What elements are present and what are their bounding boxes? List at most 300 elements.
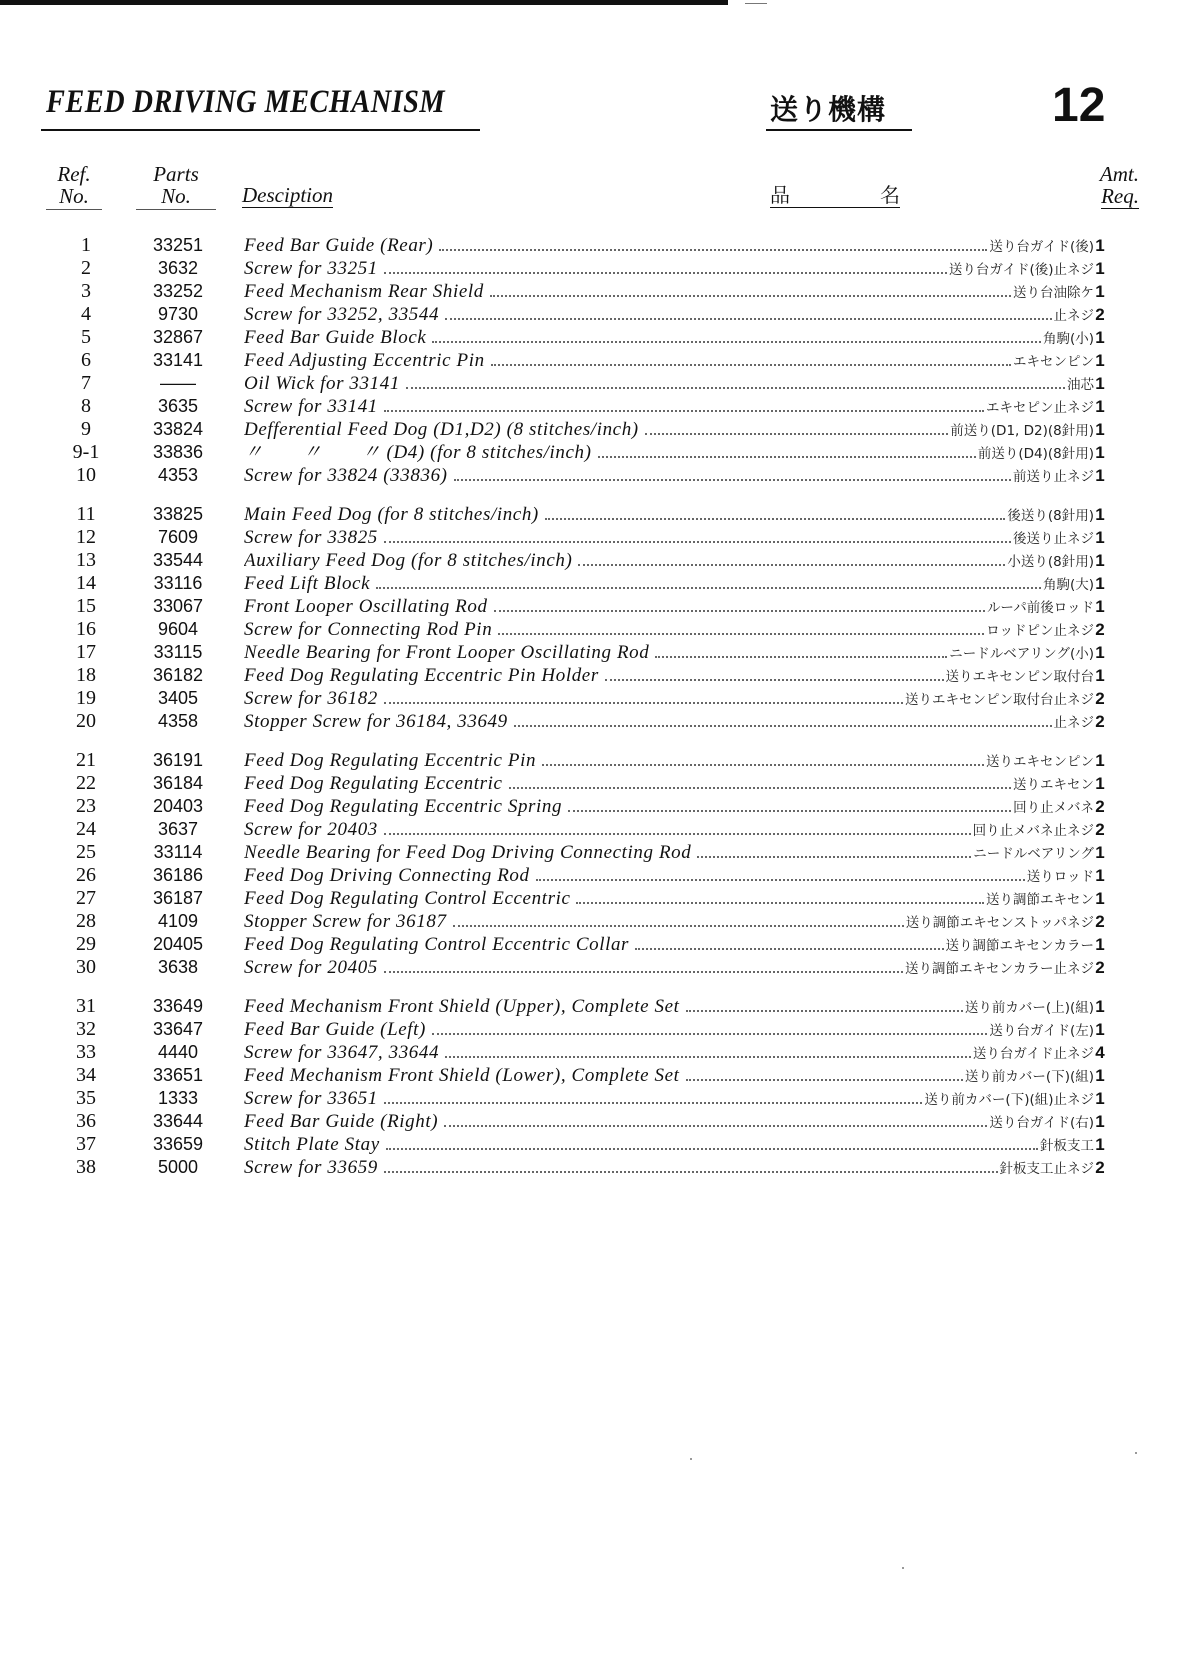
- part-number: 4353: [157, 465, 199, 485]
- description-japanese: 送りエキセンピン取付台止ネジ: [905, 692, 1094, 708]
- part-row: [0, 664, 1186, 687]
- amount-required: 1: [1095, 1135, 1105, 1154]
- part-number: 33644: [152, 1111, 204, 1131]
- description-cell: [244, 1133, 1094, 1158]
- description-cell: [244, 933, 1094, 958]
- amount-required: 2: [1095, 958, 1105, 977]
- description-japanese: ルーパ前後ロッド: [986, 600, 1094, 616]
- column-header-amt-line1: Amt.: [1099, 162, 1139, 186]
- part-number: 20405: [152, 934, 204, 954]
- part-number: 33251: [152, 235, 204, 255]
- description-english: Oil Wick for 33141: [244, 373, 400, 394]
- description-english: Feed Dog Regulating Eccentric Spring: [244, 796, 563, 817]
- amount-required: 1: [1095, 866, 1105, 885]
- description-cell: [244, 795, 1094, 820]
- leader-dots: [384, 272, 947, 274]
- description-cell: [244, 956, 1094, 981]
- part-number: 33825: [152, 504, 204, 524]
- description-english: Feed Dog Regulating Eccentric: [244, 773, 503, 794]
- column-header-parts-no: [136, 163, 216, 207]
- part-number: 9730: [157, 304, 199, 324]
- description-english: Feed Dog Regulating Control Eccentric Collar: [244, 934, 630, 955]
- part-number: 4358: [157, 711, 199, 731]
- amount-required: 1: [1095, 751, 1105, 770]
- ref-number: 30: [76, 956, 96, 978]
- title-underline-english: [41, 129, 480, 131]
- leader-dots: [491, 364, 1011, 366]
- description-cell: [244, 887, 1094, 912]
- part-row: [0, 1064, 1186, 1087]
- ref-number: 37: [76, 1133, 96, 1155]
- part-row: [0, 618, 1186, 641]
- amount-required: 1: [1095, 997, 1105, 1016]
- part-number: 33647: [152, 1019, 204, 1039]
- leader-dots: [490, 295, 1011, 297]
- part-row: [0, 503, 1186, 526]
- amount-required: 1: [1095, 1020, 1105, 1039]
- description-english: Screw for 33824 (33836): [244, 465, 448, 486]
- description-japanese: 針板支工: [1040, 1138, 1094, 1154]
- amount-required: 1: [1095, 889, 1105, 908]
- amount-required: 4: [1095, 1043, 1105, 1062]
- leader-dots: [384, 1171, 998, 1173]
- column-header-ref-underline: [46, 209, 102, 210]
- description-japanese: 後送り止ネジ: [1013, 531, 1094, 547]
- description-cell: [244, 326, 1094, 351]
- leader-dots: [439, 249, 987, 251]
- part-number: 33116: [153, 573, 203, 593]
- description-english: Feed Mechanism Rear Shield: [244, 281, 484, 302]
- description-english: Feed Mechanism Front Shield (Lower), Complete Set: [244, 1065, 680, 1086]
- part-number: 5000: [157, 1157, 199, 1177]
- leader-dots: [578, 564, 1005, 566]
- leader-dots: [453, 925, 904, 927]
- ref-number: 24: [76, 818, 96, 840]
- leader-dots: [542, 764, 984, 766]
- description-cell: [244, 1156, 1094, 1181]
- part-row: [0, 795, 1186, 818]
- description-english: Feed Bar Guide (Right): [244, 1111, 439, 1132]
- description-japanese: エキセピン止ネジ: [986, 400, 1094, 416]
- description-english: Auxiliary Feed Dog (for 8 stitches/inch): [244, 550, 573, 571]
- amount-required: 1: [1095, 843, 1105, 862]
- description-japanese: 送り台ガイド止ネジ: [972, 1046, 1094, 1062]
- part-row: [0, 280, 1186, 303]
- part-row: [0, 395, 1186, 418]
- part-number: 7609: [157, 527, 199, 547]
- amount-required: 1: [1095, 282, 1105, 301]
- leader-dots: [598, 456, 976, 458]
- part-row: [0, 687, 1186, 710]
- description-cell: [244, 372, 1094, 397]
- leader-dots: [384, 541, 1011, 543]
- description-japanese: 前送り(D1, D2)(8針用): [950, 423, 1094, 439]
- leader-dots: [635, 948, 943, 950]
- description-cell: [244, 749, 1094, 774]
- part-number: 4109: [157, 911, 199, 931]
- description-cell: [244, 618, 1094, 643]
- description-japanese: 後送り(8針用): [1007, 508, 1094, 524]
- part-number: 3638: [157, 957, 199, 977]
- ref-number: 12: [76, 526, 96, 548]
- description-japanese: 止ネジ: [1053, 308, 1094, 324]
- description-english: Feed Adjusting Eccentric Pin: [244, 350, 485, 371]
- amount-required: 1: [1095, 1112, 1105, 1131]
- part-row: [0, 549, 1186, 572]
- part-number: 33544: [152, 550, 204, 570]
- leader-dots: [605, 679, 944, 681]
- ref-number: 25: [76, 841, 96, 863]
- ref-number: 17: [76, 641, 96, 663]
- part-row: [0, 349, 1186, 372]
- part-number: 36187: [152, 888, 204, 908]
- description-english: 〃 〃 〃 (D4) (for 8 stitches/inch): [244, 442, 592, 463]
- leader-dots: [514, 725, 1052, 727]
- leader-dots: [445, 318, 1051, 320]
- amount-required: 1: [1095, 643, 1105, 662]
- description-japanese: 前送り(D4)(8針用): [977, 446, 1094, 462]
- page-title-japanese: 送り機構: [770, 93, 887, 126]
- leader-dots: [509, 787, 1011, 789]
- ref-number: 35: [76, 1087, 96, 1109]
- part-row: [0, 441, 1186, 464]
- leader-dots: [655, 656, 947, 658]
- ref-number: 34: [76, 1064, 96, 1086]
- description-japanese: 前送り止ネジ: [1013, 469, 1094, 485]
- description-english: Screw for Connecting Rod Pin: [244, 619, 493, 640]
- leader-dots: [545, 518, 1006, 520]
- column-header-japanese-char1: 品: [770, 183, 790, 207]
- ref-number: 8: [81, 395, 91, 417]
- ref-number: 38: [76, 1156, 96, 1178]
- ref-number: 27: [76, 887, 96, 909]
- description-english: Feed Bar Guide (Left): [244, 1019, 426, 1040]
- leader-dots: [384, 833, 971, 835]
- leader-dots: [445, 1056, 971, 1058]
- description-japanese: 回り止メバネ止ネジ: [972, 823, 1094, 839]
- part-row: [0, 641, 1186, 664]
- description-cell: [244, 1041, 1094, 1066]
- amount-required: 1: [1095, 1089, 1105, 1108]
- ref-number: 33: [76, 1041, 96, 1063]
- description-japanese: 小送り(8針用): [1007, 554, 1094, 570]
- description-japanese: 送り台ガイド(後)止ネジ: [948, 262, 1094, 278]
- parts-list: [0, 234, 1186, 1195]
- part-row: [0, 864, 1186, 887]
- description-english: Feed Lift Block: [244, 573, 371, 594]
- part-row: [0, 526, 1186, 549]
- part-row: [0, 372, 1186, 395]
- description-cell: [244, 1087, 1094, 1112]
- amount-required: 2: [1095, 712, 1105, 731]
- description-english: Screw for 33647, 33644: [244, 1042, 440, 1063]
- part-row: [0, 818, 1186, 841]
- part-number: 33659: [152, 1134, 204, 1154]
- amount-required: 2: [1095, 797, 1105, 816]
- description-english: Feed Dog Regulating Control Eccentric: [244, 888, 571, 909]
- amount-required: 1: [1095, 528, 1105, 547]
- amount-required: 2: [1095, 620, 1105, 639]
- description-japanese: 送り台ガイド(後): [989, 239, 1094, 255]
- part-row: [0, 910, 1186, 933]
- description-japanese: 送り調節エキセンストッパネジ: [905, 915, 1094, 931]
- ref-number: 9: [81, 418, 91, 440]
- description-cell: [244, 441, 1094, 466]
- part-number: 33824: [152, 419, 204, 439]
- ref-number: 2: [81, 257, 91, 279]
- column-header-parts-underline: [136, 209, 216, 210]
- amount-required: 1: [1095, 774, 1105, 793]
- part-number: 33649: [152, 996, 204, 1016]
- description-cell: [244, 464, 1094, 489]
- description-cell: [244, 503, 1094, 528]
- amount-required: 2: [1095, 689, 1105, 708]
- description-japanese: 針板支工止ネジ: [999, 1161, 1094, 1177]
- description-cell: [244, 910, 1094, 935]
- part-row: [0, 710, 1186, 733]
- part-number: 20403: [152, 796, 204, 816]
- part-row: [0, 464, 1186, 487]
- amount-required: 1: [1095, 597, 1105, 616]
- part-row: [0, 418, 1186, 441]
- amount-required: 1: [1095, 328, 1105, 347]
- description-cell: [244, 572, 1094, 597]
- column-header-japanese-name: [770, 184, 900, 208]
- description-cell: [244, 864, 1094, 889]
- amount-required: 2: [1095, 820, 1105, 839]
- ref-number: 1: [81, 234, 91, 256]
- parts-group: [0, 503, 1186, 733]
- description-english: Stitch Plate Stay: [244, 1134, 380, 1155]
- page-title-english: FEED DRIVING MECHANISM: [46, 84, 446, 120]
- description-cell: [244, 664, 1094, 689]
- parts-group: [0, 995, 1186, 1179]
- ref-number: 9-1: [72, 441, 100, 463]
- scan-speck: [690, 1458, 692, 1460]
- part-number: 33252: [152, 281, 204, 301]
- column-header-japanese-char2: 名: [880, 183, 900, 207]
- ref-number: 31: [76, 995, 96, 1017]
- leader-dots: [384, 410, 984, 412]
- amount-required: 1: [1095, 443, 1105, 462]
- description-english: Feed Mechanism Front Shield (Upper), Complete Set: [244, 996, 680, 1017]
- page-number: 12: [1052, 79, 1106, 132]
- leader-dots: [432, 341, 1041, 343]
- part-number: 3405: [157, 688, 199, 708]
- part-row: [0, 995, 1186, 1018]
- column-header-amt-line2: [1053, 185, 1139, 209]
- leader-dots: [384, 702, 903, 704]
- description-japanese: 送り前カバー(下)(組)止ネジ: [924, 1092, 1094, 1108]
- scan-speck: [902, 1567, 904, 1569]
- ref-number: 28: [76, 910, 96, 932]
- ref-number: 26: [76, 864, 96, 886]
- part-row: [0, 1041, 1186, 1064]
- ref-number: 23: [76, 795, 96, 817]
- part-row: [0, 303, 1186, 326]
- description-japanese: 送りエキセンピン取付台: [945, 669, 1094, 685]
- leader-dots: [384, 1102, 923, 1104]
- description-cell: [244, 418, 1094, 443]
- description-cell: [244, 710, 1094, 735]
- ref-number: 7: [81, 372, 91, 394]
- ref-number: 16: [76, 618, 96, 640]
- ref-number: 22: [76, 772, 96, 794]
- part-row: [0, 326, 1186, 349]
- description-cell: [244, 595, 1094, 620]
- part-number: 36182: [152, 665, 204, 685]
- ref-number: 20: [76, 710, 96, 732]
- ref-number: 13: [76, 549, 96, 571]
- column-header-amt-req: [1053, 163, 1139, 209]
- description-english: Screw for 36182: [244, 688, 378, 709]
- part-row: [0, 887, 1186, 910]
- amount-required: 1: [1095, 420, 1105, 439]
- ref-number: 18: [76, 664, 96, 686]
- description-english: Screw for 33825: [244, 527, 378, 548]
- parts-group: [0, 234, 1186, 487]
- leader-dots: [697, 856, 971, 858]
- amount-required: 1: [1095, 666, 1105, 685]
- part-row: [0, 1133, 1186, 1156]
- column-header-description: [242, 184, 333, 208]
- description-english: Front Looper Oscillating Rod: [244, 596, 488, 617]
- description-cell: [244, 526, 1094, 551]
- scan-speck: [1135, 1452, 1137, 1454]
- top-border-mark: [745, 3, 767, 4]
- column-header-ref-line2: No.: [59, 184, 89, 208]
- part-number: 33836: [152, 442, 204, 462]
- description-japanese: 送りロッド: [1026, 869, 1094, 885]
- part-number: 33067: [152, 596, 204, 616]
- description-english: Stopper Screw for 36187: [244, 911, 447, 932]
- description-english: Defferential Feed Dog (D1,D2) (8 stitches/inch): [244, 419, 639, 440]
- column-header-amt-line2-label: Req.: [1101, 184, 1139, 208]
- ref-number: 3: [81, 280, 91, 302]
- part-row: [0, 749, 1186, 772]
- description-cell: [244, 303, 1094, 328]
- description-english: Needle Bearing for Feed Dog Driving Connecting Rod: [244, 842, 692, 863]
- description-english: Screw for 33651: [244, 1088, 378, 1109]
- description-japanese: 送りエキセンピン: [986, 754, 1094, 770]
- part-number: 3635: [157, 396, 199, 416]
- leader-dots: [686, 1079, 963, 1081]
- ref-number: 6: [81, 349, 91, 371]
- column-header-description-label: Desciption: [242, 183, 333, 207]
- ref-number: 21: [76, 749, 96, 771]
- leader-dots: [686, 1010, 963, 1012]
- part-number: 9604: [157, 619, 199, 639]
- leader-dots: [376, 587, 1041, 589]
- ref-number: 19: [76, 687, 96, 709]
- leader-dots: [568, 810, 1011, 812]
- amount-required: 1: [1095, 935, 1105, 954]
- leader-dots: [494, 610, 985, 612]
- column-header-japanese-label: [770, 184, 900, 208]
- part-row: [0, 1018, 1186, 1041]
- leader-dots: [645, 433, 949, 435]
- description-cell: [244, 257, 1094, 282]
- amount-required: 2: [1095, 1158, 1105, 1177]
- column-header-ref-line1: Ref.: [57, 162, 91, 186]
- description-cell: [244, 841, 1094, 866]
- ref-number: 5: [81, 326, 91, 348]
- description-english: Screw for 33251: [244, 258, 378, 279]
- part-number: 33115: [153, 642, 203, 662]
- description-japanese: 回り止メバネ: [1013, 800, 1094, 816]
- part-number: 1333: [157, 1088, 199, 1108]
- part-row: [0, 772, 1186, 795]
- part-number: 3637: [157, 819, 199, 839]
- description-english: Screw for 33141: [244, 396, 378, 417]
- description-cell: [244, 349, 1094, 374]
- description-japanese: 送りエキセン: [1013, 777, 1094, 793]
- description-cell: [244, 1064, 1094, 1089]
- leader-dots: [432, 1033, 987, 1035]
- part-row: [0, 234, 1186, 257]
- top-border-rule: [0, 0, 728, 5]
- part-number: ——: [160, 373, 196, 393]
- title-underline-japanese: [766, 129, 912, 131]
- description-english: Feed Dog Regulating Eccentric Pin Holder: [244, 665, 599, 686]
- leader-dots: [444, 1125, 987, 1127]
- ref-number: 15: [76, 595, 96, 617]
- description-english: Stopper Screw for 36184, 33649: [244, 711, 508, 732]
- part-number: 36184: [152, 773, 204, 793]
- description-cell: [244, 1018, 1094, 1043]
- description-english: Screw for 20405: [244, 957, 378, 978]
- amount-required: 1: [1095, 1066, 1105, 1085]
- description-japanese: 角駒(小): [1042, 331, 1094, 347]
- amount-required: 1: [1095, 259, 1105, 278]
- description-english: Screw for 33252, 33544: [244, 304, 440, 325]
- leader-dots: [576, 902, 984, 904]
- amount-required: 1: [1095, 374, 1105, 393]
- amount-required: 1: [1095, 236, 1105, 255]
- ref-number: 29: [76, 933, 96, 955]
- amount-required: 1: [1095, 351, 1105, 370]
- part-row: [0, 933, 1186, 956]
- column-header-parts-line2: No.: [161, 184, 191, 208]
- description-japanese: 送り調節エキセン: [986, 892, 1094, 908]
- part-row: [0, 1156, 1186, 1179]
- description-english: Feed Dog Regulating Eccentric Pin: [244, 750, 537, 771]
- part-row: [0, 595, 1186, 618]
- part-number: 33114: [153, 842, 203, 862]
- description-english: Feed Bar Guide Block: [244, 327, 427, 348]
- part-row: [0, 572, 1186, 595]
- part-row: [0, 1110, 1186, 1133]
- description-japanese: 送り前カバー(上)(組): [964, 1000, 1094, 1016]
- description-japanese: 送り台油除ケ: [1013, 285, 1094, 301]
- description-english: Feed Bar Guide (Rear): [244, 235, 434, 256]
- description-cell: [244, 1110, 1094, 1135]
- amount-required: 1: [1095, 551, 1105, 570]
- description-japanese: エキセンピン: [1013, 354, 1094, 370]
- description-cell: [244, 234, 1094, 259]
- parts-group: [0, 749, 1186, 979]
- part-number: 4440: [157, 1042, 199, 1062]
- description-japanese: 角駒(大): [1042, 577, 1094, 593]
- part-number: 36186: [152, 865, 204, 885]
- part-number: 36191: [152, 750, 204, 770]
- description-japanese: 送り台ガイド(左): [989, 1023, 1094, 1039]
- description-japanese: 送り台ガイド(右): [989, 1115, 1094, 1131]
- column-header-parts-line1: Parts: [153, 162, 199, 186]
- description-japanese: ロッドピン止ネジ: [986, 623, 1094, 639]
- part-number: 32867: [152, 327, 204, 347]
- description-english: Screw for 20403: [244, 819, 378, 840]
